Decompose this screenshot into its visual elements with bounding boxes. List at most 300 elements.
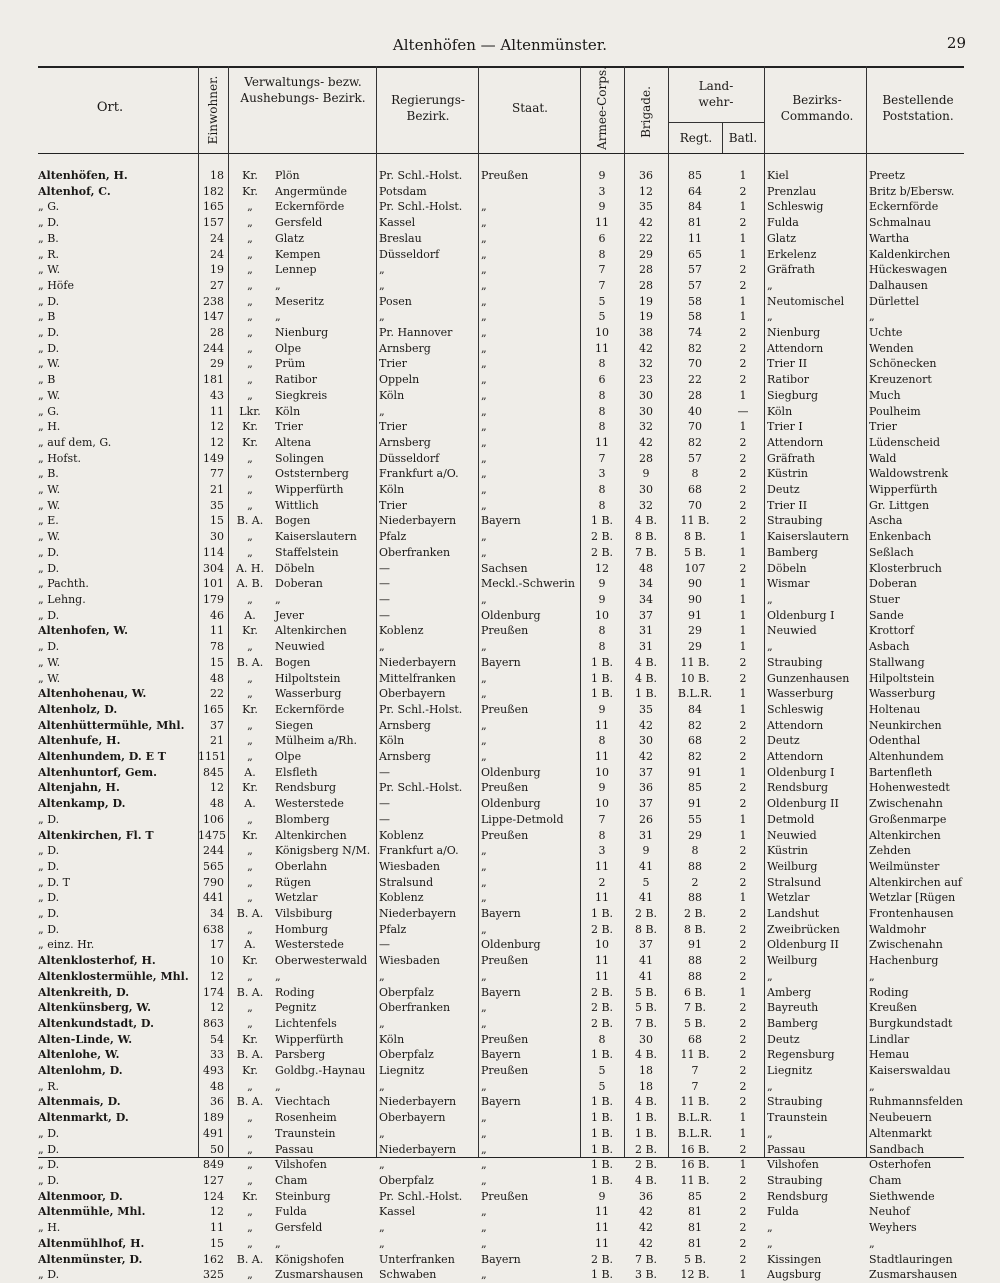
cell-armee-corps: 11: [595, 969, 609, 983]
cell-staat: „: [481, 1158, 487, 1172]
cell-einwohner: 43: [210, 388, 224, 402]
cell-verwaltung-type: B. A.: [236, 655, 264, 669]
cell-verwaltung-type: „: [247, 969, 253, 983]
cell-landwehr-batl: 1: [739, 545, 747, 559]
cell-staat: „: [481, 1001, 487, 1015]
cell-regierungs-bezirk: „: [379, 969, 385, 983]
cell-landwehr-batl: 2: [739, 938, 747, 952]
header-armee-corps: Armee-Corps.: [595, 66, 609, 150]
cell-ort: „ W.: [38, 483, 61, 497]
cell-armee-corps: 8: [598, 404, 606, 418]
cell-staat: „: [481, 891, 487, 905]
cell-landwehr-regt: 12 B.: [680, 1268, 710, 1282]
cell-verwaltung-bezirk: Kempen: [275, 247, 321, 261]
cell-ort: „ D. T: [38, 875, 70, 889]
table-row: [38, 309, 964, 325]
cell-poststation: Dürlettel: [869, 294, 920, 308]
cell-regierungs-bezirk: —: [379, 765, 390, 779]
table-row: [38, 466, 964, 482]
cell-einwohner: 48: [210, 671, 224, 685]
table-row: [38, 545, 964, 561]
cell-staat: „: [481, 1142, 487, 1156]
cell-landwehr-regt: 81: [688, 1236, 702, 1250]
cell-verwaltung-type: „: [247, 1001, 253, 1015]
cell-verwaltung-type: „: [247, 844, 253, 858]
table-row: [38, 890, 964, 906]
table-row: [38, 1110, 964, 1126]
cell-verwaltung-type: „: [247, 247, 253, 261]
cell-landwehr-regt: 82: [688, 435, 702, 449]
cell-poststation: „: [869, 1236, 875, 1250]
cell-staat: „: [481, 1236, 487, 1250]
cell-armee-corps: 11: [595, 859, 609, 873]
cell-brigade: 31: [639, 828, 653, 842]
table-row: [38, 482, 964, 498]
cell-bezirks-commando: Neutomischel: [767, 294, 845, 308]
cell-landwehr-regt: 85: [688, 1189, 702, 1203]
cell-brigade: 42: [639, 750, 653, 764]
cell-poststation: Hilpoltstein: [869, 671, 935, 685]
cell-verwaltung-type: „: [247, 891, 253, 905]
cell-einwohner: 790: [203, 875, 224, 889]
cell-landwehr-regt: 64: [688, 184, 702, 198]
cell-poststation: Großenmarpe: [869, 812, 947, 826]
cell-verwaltung-bezirk: Elsfleth: [275, 765, 318, 779]
cell-verwaltung-type: „: [247, 530, 253, 544]
cell-armee-corps: 1 B.: [590, 1142, 614, 1156]
cell-brigade: 1 B.: [634, 1126, 658, 1140]
cell-einwohner: 165: [203, 702, 224, 716]
cell-regierungs-bezirk: —: [379, 812, 390, 826]
cell-poststation: Neubeuern: [869, 1111, 932, 1125]
cell-ort: „ D.: [38, 545, 60, 559]
cell-regierungs-bezirk: Wiesbaden: [379, 859, 441, 873]
cell-bezirks-commando: Schleswig: [767, 702, 824, 716]
cell-einwohner: 174: [203, 985, 224, 999]
cell-armee-corps: 5: [598, 294, 606, 308]
cell-poststation: Hohenwestedt: [869, 781, 950, 795]
table-row: [38, 325, 964, 341]
cell-poststation: Sande: [869, 608, 904, 622]
cell-armee-corps: 11: [595, 1236, 609, 1250]
table-row: [38, 435, 964, 451]
cell-landwehr-batl: 1: [739, 1126, 747, 1140]
cell-landwehr-regt: 29: [688, 624, 702, 638]
cell-einwohner: 11: [210, 404, 224, 418]
cell-verwaltung-type: „: [247, 310, 253, 324]
cell-brigade: 28: [639, 278, 653, 292]
cell-poststation: Lindlar: [869, 1032, 910, 1046]
cell-landwehr-regt: 28: [688, 388, 702, 402]
cell-brigade: 36: [639, 1189, 653, 1203]
cell-landwehr-regt: 8: [691, 844, 699, 858]
cell-staat: Oldenburg: [481, 797, 541, 811]
cell-brigade: 31: [639, 640, 653, 654]
cell-einwohner: 12: [210, 435, 224, 449]
cell-ort: Altenmais, D.: [38, 1095, 121, 1109]
cell-verwaltung-bezirk: Oberwesterwald: [275, 954, 368, 968]
cell-einwohner: 19: [210, 263, 224, 277]
cell-brigade: 2 B.: [634, 1142, 658, 1156]
cell-poststation: Siethwende: [869, 1189, 935, 1203]
cell-bezirks-commando: Straubing: [767, 1174, 823, 1187]
table-row: [38, 498, 964, 514]
table-row: [38, 1032, 964, 1048]
cell-landwehr-regt: 82: [688, 341, 702, 355]
cell-landwehr-regt: 91: [688, 938, 702, 952]
cell-poststation: Sandbach: [869, 1142, 925, 1156]
cell-ort: Altenkreith, D.: [38, 985, 130, 999]
cell-verwaltung-type: „: [247, 341, 253, 355]
cell-armee-corps: 10: [595, 938, 609, 952]
cell-einwohner: 77: [210, 467, 224, 481]
cell-ort: Altenhundem, D. E T: [38, 750, 166, 764]
cell-poststation: Much: [869, 388, 901, 402]
cell-landwehr-regt: 88: [688, 859, 702, 873]
cell-regierungs-bezirk: Arnsberg: [379, 341, 431, 355]
cell-staat: „: [481, 341, 487, 355]
cell-landwehr-regt: 91: [688, 608, 702, 622]
cell-einwohner: 24: [210, 247, 224, 261]
cell-ort: „ W.: [38, 498, 61, 512]
cell-verwaltung-bezirk: Lichtenfels: [275, 1016, 337, 1030]
cell-poststation: Enkenbach: [869, 530, 932, 544]
cell-landwehr-batl: 1: [739, 624, 747, 638]
cell-einwohner: 15: [210, 655, 224, 669]
cell-armee-corps: 11: [595, 341, 609, 355]
cell-ort: „ D.: [38, 1158, 60, 1172]
cell-staat: „: [481, 326, 487, 340]
cell-regierungs-bezirk: Niederbayern: [379, 655, 457, 669]
cell-landwehr-regt: 2 B.: [683, 907, 707, 921]
cell-regierungs-bezirk: Düsseldorf: [379, 451, 440, 465]
cell-einwohner: 181: [203, 373, 224, 387]
cell-bezirks-commando: Gräfrath: [767, 263, 815, 277]
cell-landwehr-regt: 16 B.: [680, 1142, 710, 1156]
cell-landwehr-batl: 1: [739, 702, 747, 716]
cell-brigade: 4 B.: [634, 671, 658, 685]
cell-armee-corps: 9: [598, 592, 606, 606]
cell-verwaltung-bezirk: Viechtach: [275, 1095, 331, 1109]
cell-verwaltung-bezirk: Solingen: [275, 451, 324, 465]
cell-ort: „ W.: [38, 357, 61, 371]
cell-bezirks-commando: Straubing: [767, 514, 823, 528]
cell-verwaltung-type: „: [247, 859, 253, 873]
cell-einwohner: 244: [203, 844, 224, 858]
cell-brigade: 42: [639, 1221, 653, 1235]
cell-einwohner: 27: [210, 278, 224, 292]
cell-bezirks-commando: Oldenburg II: [767, 797, 839, 811]
cell-ort: „ auf dem, G.: [38, 435, 112, 449]
cell-landwehr-regt: 8: [691, 467, 699, 481]
cell-armee-corps: 10: [595, 765, 609, 779]
cell-poststation: Neuhof: [869, 1205, 910, 1219]
cell-bezirks-commando: Attendorn: [767, 750, 824, 764]
cell-verwaltung-bezirk: Fulda: [275, 1205, 307, 1219]
cell-regierungs-bezirk: Oberpfalz: [379, 1174, 434, 1187]
cell-einwohner: 638: [203, 922, 224, 936]
cell-poststation: Osterhofen: [869, 1158, 932, 1172]
cell-landwehr-batl: 2: [739, 922, 747, 936]
cell-armee-corps: 11: [595, 891, 609, 905]
cell-armee-corps: 5: [598, 1079, 606, 1093]
cell-landwehr-regt: 5 B.: [683, 1016, 707, 1030]
cell-regierungs-bezirk: Koblenz: [379, 828, 424, 842]
cell-brigade: 48: [639, 561, 653, 575]
cell-armee-corps: 1 B.: [590, 1158, 614, 1172]
cell-bezirks-commando: Oldenburg II: [767, 938, 839, 952]
table-row: [38, 906, 964, 922]
cell-poststation: Hemau: [869, 1048, 910, 1062]
cell-bezirks-commando: „: [767, 1079, 773, 1093]
cell-verwaltung-bezirk: „: [275, 592, 281, 606]
cell-landwehr-batl: 2: [739, 1001, 747, 1015]
cell-staat: „: [481, 750, 487, 764]
cell-regierungs-bezirk: „: [379, 640, 385, 654]
cell-ort: „ D.: [38, 294, 60, 308]
cell-staat: Bayern: [481, 655, 521, 669]
cell-verwaltung-bezirk: Angermünde: [275, 184, 347, 198]
cell-poststation: Waldmohr: [869, 922, 926, 936]
cell-bezirks-commando: Trier II: [767, 498, 808, 512]
cell-brigade: 36: [639, 781, 653, 795]
cell-poststation: Wartha: [869, 231, 910, 245]
cell-landwehr-regt: 11 B.: [680, 514, 710, 528]
cell-regierungs-bezirk: Stralsund: [379, 875, 434, 889]
cell-landwehr-batl: 2: [739, 435, 747, 449]
cell-landwehr-regt: 58: [688, 294, 702, 308]
cell-verwaltung-type: Kr.: [242, 1064, 258, 1078]
table-row: [38, 686, 964, 702]
cell-staat: „: [481, 969, 487, 983]
cell-staat: Bayern: [481, 1048, 521, 1062]
cell-verwaltung-type: „: [247, 1174, 253, 1187]
cell-einwohner: 304: [203, 561, 224, 575]
cell-staat: „: [481, 435, 487, 449]
cell-bezirks-commando: Deutz: [767, 1032, 800, 1046]
cell-einwohner: 15: [210, 514, 224, 528]
cell-regierungs-bezirk: Oberbayern: [379, 687, 446, 701]
cell-ort: „ R.: [38, 1079, 59, 1093]
cell-brigade: 35: [639, 200, 653, 214]
cell-landwehr-regt: 5 B.: [683, 545, 707, 559]
cell-landwehr-regt: 40: [688, 404, 702, 418]
page-number: 29: [946, 34, 966, 52]
cell-ort: „ einz. Hr.: [38, 938, 95, 952]
cell-verwaltung-bezirk: Königsberg N/M.: [275, 844, 371, 858]
cell-poststation: Ruhmannsfelden: [869, 1095, 963, 1109]
cell-bezirks-commando: „: [767, 969, 773, 983]
cell-verwaltung-bezirk: Jever: [275, 608, 304, 622]
cell-bezirks-commando: Prenzlau: [767, 184, 817, 198]
cell-ort: Altenkundstadt, D.: [38, 1016, 154, 1030]
cell-armee-corps: 2 B.: [590, 1001, 614, 1015]
cell-bezirks-commando: Gräfrath: [767, 451, 815, 465]
cell-landwehr-batl: 1: [739, 828, 747, 842]
cell-poststation: Hachenburg: [869, 954, 939, 968]
cell-bezirks-commando: Zweibrücken: [767, 922, 840, 936]
cell-einwohner: 18: [210, 169, 224, 182]
cell-verwaltung-bezirk: Zusmarshausen: [275, 1268, 364, 1282]
cell-einwohner: 10: [210, 954, 224, 968]
cell-regierungs-bezirk: Frankfurt a/O.: [379, 844, 459, 858]
cell-einwohner: 114: [203, 545, 224, 559]
cell-armee-corps: 2 B.: [590, 530, 614, 544]
table-row: [38, 199, 964, 215]
cell-armee-corps: 2 B.: [590, 985, 614, 999]
cell-regierungs-bezirk: —: [379, 561, 390, 575]
table-row: [38, 404, 964, 420]
cell-poststation: Burgkundstadt: [869, 1016, 953, 1030]
cell-poststation: Altenkirchen: [869, 828, 941, 842]
cell-einwohner: 12: [210, 1205, 224, 1219]
cell-regierungs-bezirk: Oppeln: [379, 373, 420, 387]
cell-brigade: 30: [639, 404, 653, 418]
cell-armee-corps: 11: [595, 216, 609, 230]
table-row: [38, 1189, 964, 1205]
cell-staat: Meckl.-Schwerin: [481, 577, 575, 591]
cell-brigade: 42: [639, 216, 653, 230]
cell-verwaltung-bezirk: Trier: [275, 420, 303, 434]
cell-brigade: 32: [639, 498, 653, 512]
cell-brigade: 30: [639, 1032, 653, 1046]
cell-einwohner: 12: [210, 420, 224, 434]
cell-bezirks-commando: Erkelenz: [767, 247, 817, 261]
cell-landwehr-regt: 16 B.: [680, 1158, 710, 1172]
table-row: [38, 875, 964, 891]
cell-poststation: Holtenau: [869, 702, 921, 716]
cell-brigade: 4 B.: [634, 514, 658, 528]
cell-staat: „: [481, 216, 487, 230]
cell-bezirks-commando: Bayreuth: [767, 1001, 819, 1015]
cell-einwohner: 12: [210, 1001, 224, 1015]
cell-brigade: 8 B.: [634, 530, 658, 544]
cell-bezirks-commando: Amberg: [767, 985, 812, 999]
cell-verwaltung-type: B. A.: [236, 985, 264, 999]
cell-landwehr-regt: 68: [688, 734, 702, 748]
cell-bezirks-commando: Wetzlar: [767, 891, 810, 905]
cell-landwehr-batl: 2: [739, 1032, 747, 1046]
cell-landwehr-batl: 1: [739, 687, 747, 701]
cell-verwaltung-bezirk: Wetzlar: [275, 891, 318, 905]
cell-landwehr-regt: 84: [688, 702, 702, 716]
cell-landwehr-batl: 2: [739, 859, 747, 873]
cell-poststation: Wald: [869, 451, 897, 465]
cell-landwehr-batl: 1: [739, 1268, 747, 1282]
cell-landwehr-regt: 22: [688, 373, 702, 387]
cell-regierungs-bezirk: Pr. Schl.-Holst.: [379, 200, 463, 214]
cell-armee-corps: 5: [598, 1064, 606, 1078]
cell-armee-corps: 2 B.: [590, 1016, 614, 1030]
cell-regierungs-bezirk: Pr. Schl.-Holst.: [379, 1189, 463, 1203]
cell-staat: „: [481, 498, 487, 512]
cell-bezirks-commando: Wasserburg: [767, 687, 834, 701]
table-row: [38, 953, 964, 969]
cell-poststation: Kaldenkirchen: [869, 247, 951, 261]
cell-landwehr-regt: 85: [688, 169, 702, 182]
cell-verwaltung-type: „: [247, 1142, 253, 1156]
cell-staat: „: [481, 357, 487, 371]
cell-brigade: 18: [639, 1064, 653, 1078]
cell-landwehr-batl: 1: [739, 530, 747, 544]
cell-bezirks-commando: Liegnitz: [767, 1064, 813, 1078]
cell-einwohner: 157: [203, 216, 224, 230]
cell-landwehr-regt: 82: [688, 750, 702, 764]
cell-regierungs-bezirk: „: [379, 1221, 385, 1235]
cell-brigade: 38: [639, 326, 653, 340]
cell-regierungs-bezirk: Köln: [379, 483, 405, 497]
cell-staat: „: [481, 687, 487, 701]
table-row: [38, 1236, 964, 1252]
table-row: [38, 1047, 964, 1063]
table-row: [38, 718, 964, 734]
cell-verwaltung-bezirk: Rendsburg: [275, 781, 336, 795]
cell-staat: Preußen: [481, 1032, 529, 1046]
cell-staat: Preußen: [481, 1189, 529, 1203]
cell-verwaltung-bezirk: Neuwied: [275, 640, 325, 654]
cell-landwehr-batl: 1: [739, 985, 747, 999]
cell-regierungs-bezirk: „: [379, 1079, 385, 1093]
cell-poststation: Altenhundem: [869, 750, 944, 764]
cell-staat: Bayern: [481, 985, 521, 999]
cell-brigade: 31: [639, 624, 653, 638]
cell-armee-corps: 1 B.: [590, 687, 614, 701]
cell-verwaltung-type: „: [247, 1126, 253, 1140]
cell-einwohner: 127: [203, 1174, 224, 1187]
cell-landwehr-batl: 2: [739, 844, 747, 858]
cell-regierungs-bezirk: Köln: [379, 1032, 405, 1046]
table-row: [38, 451, 964, 467]
cell-landwehr-regt: 55: [688, 812, 702, 826]
cell-verwaltung-type: A.: [244, 765, 256, 779]
cell-landwehr-batl: 2: [739, 498, 747, 512]
cell-verwaltung-bezirk: Wasserburg: [275, 687, 342, 701]
table-row: [38, 733, 964, 749]
cell-verwaltung-bezirk: Prüm: [275, 357, 306, 371]
cell-landwehr-regt: 68: [688, 483, 702, 497]
cell-regierungs-bezirk: Niederbayern: [379, 1095, 457, 1109]
cell-poststation: Wipperfürth: [869, 483, 938, 497]
cell-ort: „ D.: [38, 859, 60, 873]
cell-verwaltung-bezirk: „: [275, 1079, 281, 1093]
cell-staat: „: [481, 278, 487, 292]
cell-regierungs-bezirk: Niederbayern: [379, 1142, 457, 1156]
cell-einwohner: 11: [210, 624, 224, 638]
table-row: [38, 1267, 964, 1283]
cell-verwaltung-type: B. A.: [236, 1095, 264, 1109]
cell-armee-corps: 2 B.: [590, 1252, 614, 1266]
cell-ort: „ D.: [38, 608, 60, 622]
cell-poststation: „: [869, 310, 875, 324]
table-row: [38, 294, 964, 310]
cell-verwaltung-bezirk: Westerstede: [275, 797, 344, 811]
cell-staat: Preußen: [481, 702, 529, 716]
cell-verwaltung-type: „: [247, 216, 253, 230]
cell-einwohner: 493: [203, 1064, 224, 1078]
cell-regierungs-bezirk: „: [379, 263, 385, 277]
table-row: [38, 985, 964, 1001]
cell-regierungs-bezirk: „: [379, 1236, 385, 1250]
cell-verwaltung-type: „: [247, 451, 253, 465]
cell-landwehr-regt: 81: [688, 1221, 702, 1235]
table-row: [38, 278, 964, 294]
cell-regierungs-bezirk: —: [379, 608, 390, 622]
cell-verwaltung-type: „: [247, 545, 253, 559]
cell-ort: „ Höfe: [38, 278, 74, 292]
cell-landwehr-batl: 2: [739, 655, 747, 669]
cell-poststation: Stuer: [869, 592, 900, 606]
cell-verwaltung-type: „: [247, 1236, 253, 1250]
